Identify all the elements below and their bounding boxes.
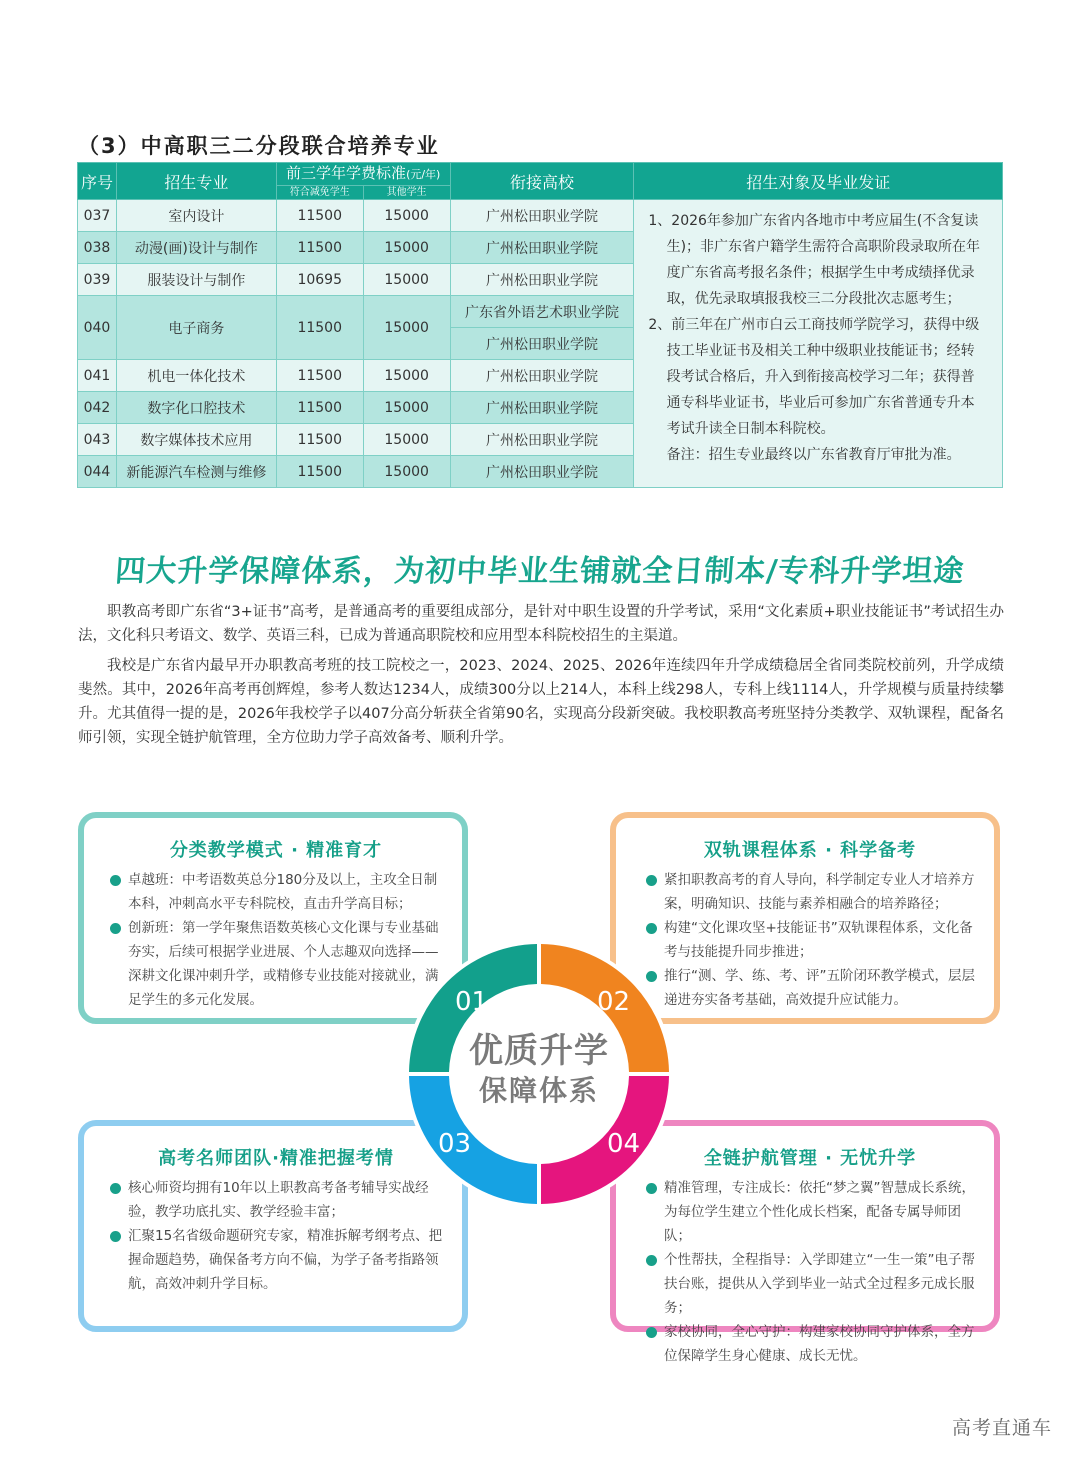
- ring-label-01: 01: [455, 987, 489, 1017]
- cell-college: 广州松田职业学院: [450, 392, 634, 424]
- ring-label-03: 03: [438, 1129, 472, 1159]
- card-item: 紧扣职教高考的育人导向，科学制定专业人才培养方案，明确知识、技能与素养相融合的培养路径；: [644, 868, 976, 916]
- cell-seq: 040: [78, 296, 117, 360]
- header-seq: 序号: [78, 163, 117, 200]
- card-item: 汇聚15名省级命题研究专家，精准拆解考纲考点、把握命题趋势，确保备考方向不偏，为学子备考指路领航，高效冲刺升学目标。: [108, 1224, 444, 1296]
- cell-fee2: 15000: [363, 296, 450, 360]
- cell-college: 广州松田职业学院: [450, 328, 634, 360]
- cell-college: 广州松田职业学院: [450, 200, 634, 232]
- bullet-dot-icon: [646, 875, 657, 886]
- card-item: 构建“文化课攻坚+技能证书”双轨课程体系，文化备考与技能提升同步推进；: [644, 916, 976, 964]
- cell-college: 广州松田职业学院: [450, 264, 634, 296]
- card-title: 分类教学模式 · 精准育才: [169, 840, 383, 861]
- cell-fee1: 11500: [276, 456, 363, 488]
- card-item: 精准管理，专注成长：依托“梦之翼”智慧成长系统，为每位学生建立个性化成长档案，配备专属导师团队；: [644, 1176, 976, 1248]
- bullet-dot-icon: [646, 1327, 657, 1338]
- cell-college: 广州松田职业学院: [450, 456, 634, 488]
- bullet-dot-icon: [110, 1183, 121, 1194]
- cell-major: 新能源汽车检测与维修: [116, 456, 276, 488]
- intro-paragraph-2: 我校是广东省内最早开办职教高考班的技工院校之一，2023、2024、2025、2026年连续四年升学成绩稳居全省同类院校前列，升学成绩斐然。其中，2026年高考再创辉煌，参考人数达1234人，成绩300分以上214人，本科上线298人，专科上线1114人，升学规模与质量持续攀升。尤其值得一提的是，2026年我校学子以407分高分斩获全省第90名，实现高分段新突破。我校职教高考班坚持分类教学、双轨课程，配备名师引领，实现全链护航管理，全方位助力学子高效备考、顺利升学。: [78, 658, 1004, 746]
- cell-fee1: 10695: [276, 264, 363, 296]
- cell-seq: 038: [78, 232, 117, 264]
- card-item: 卓越班：中考语数英总分180分及以上，主攻全日制本科，冲刺高水平专科院校，直击升学高目标；: [108, 868, 444, 916]
- cell-major: 服装设计与制作: [116, 264, 276, 296]
- bullet-dot-icon: [110, 1231, 121, 1242]
- header-target: 招生对象及毕业发证: [634, 163, 1003, 200]
- card-title: 双轨课程体系 · 科学备考: [703, 840, 917, 861]
- cell-fee1: 11500: [276, 200, 363, 232]
- note-1: 1、2026年参加广东省内各地市中考应届生(不含复读生)；非广东省户籍学生需符合高职阶段录取所在年度广东省高考报名条件；根据学生中考成绩择优录取，优先录取填报我校三二分段批次志愿考生；: [648, 213, 981, 307]
- footer-brand: 高考直通车: [951, 1417, 1052, 1439]
- ring-center-line1: 优质升学: [469, 1031, 609, 1071]
- card-item: 创新班：第一学年聚焦语数英核心文化课与专业基础夯实，后续可根据学业进展、个人志趣双向选择——深耕文化课冲刺升学，或精修专业技能对接就业，满足学生的多元化发展。: [108, 916, 444, 1012]
- cell-major: 机电一体化技术: [116, 360, 276, 392]
- header-college: 衔接高校: [450, 163, 634, 200]
- header-fee: 前三学年学费标准(元/年): [276, 163, 450, 186]
- card-item: 个性帮扶，全程指导：入学即建立“一生一策”电子帮扶台账，提供从入学到毕业一站式全过程多元成长服务；: [644, 1248, 976, 1320]
- bullet-dot-icon: [646, 1255, 657, 1266]
- guarantee-title: 四大升学保障体系，为初中毕业生铺就全日制本/专科升学坦途: [114, 554, 966, 589]
- cell-major: 动漫(画)设计与制作: [116, 232, 276, 264]
- cell-fee1: 11500: [276, 424, 363, 456]
- cell-major: 室内设计: [116, 200, 276, 232]
- ring-label-04: 04: [607, 1129, 641, 1159]
- cell-seq: 037: [78, 200, 117, 232]
- card-item: 核心师资均拥有10年以上职教高考备考辅导实战经验，教学功底扎实、教学经验丰富；: [108, 1176, 444, 1224]
- ring-label-02: 02: [597, 987, 631, 1017]
- note-remark: 备注：招生专业最终以广东省教育厅审批为准。: [666, 447, 961, 463]
- cell-fee2: 15000: [363, 264, 450, 296]
- cell-college: 广州松田职业学院: [450, 232, 634, 264]
- bullet-dot-icon: [646, 923, 657, 934]
- cell-fee2: 15000: [363, 424, 450, 456]
- header-fee-other: 其他学生: [363, 186, 450, 200]
- bullet-dot-icon: [110, 875, 121, 886]
- card-item: 推行“测、学、练、考、评”五阶闭环教学模式，层层递进夯实备考基础，高效提升应试能力。: [644, 964, 976, 1012]
- section-title: （3）中高职三二分段联合培养专业: [78, 134, 440, 158]
- intro-paragraph-1: 职教高考即广东省“3+证书”高考，是普通高考的重要组成部分，是针对中职生设置的升学考试，采用“文化素质+职业技能证书”考试招生办法，文化科只考语文、数学、英语三科，已成为普通高职院校和应用型本科院校招生的主渠道。: [78, 604, 1004, 644]
- bullet-dot-icon: [110, 923, 121, 934]
- cell-college: 广东省外语艺术职业学院: [450, 296, 634, 328]
- header-fee-reduced: 符合减免学生: [276, 186, 363, 200]
- cell-seq: 041: [78, 360, 117, 392]
- cell-fee1: 11500: [276, 232, 363, 264]
- cell-fee1: 11500: [276, 392, 363, 424]
- ring-center-text: [405, 1030, 673, 1110]
- note-2: 2、前三年在广州市白云工商技师学院学习，获得中级技工毕业证书及相关工种中级职业技能证书；经转段考试合格后，升入到衔接高校学习二年；获得普通专科毕业证书，毕业后可参加广东省普通专升本考试升读全日制本科院校。: [648, 317, 980, 437]
- table-row: [78, 200, 1003, 232]
- cell-major: 数字化口腔技术: [116, 392, 276, 424]
- card-title: 高考名师团队·精准把握考情: [158, 1148, 394, 1169]
- cell-fee2: 15000: [363, 456, 450, 488]
- cell-fee2: 15000: [363, 232, 450, 264]
- enrollment-notes: [634, 200, 1003, 488]
- majors-table: [77, 162, 1003, 488]
- cell-seq: 042: [78, 392, 117, 424]
- cell-seq: 039: [78, 264, 117, 296]
- cell-fee2: 15000: [363, 392, 450, 424]
- cell-college: 广州松田职业学院: [450, 424, 634, 456]
- cell-seq: 044: [78, 456, 117, 488]
- cell-major: 电子商务: [116, 296, 276, 360]
- card-title: 全链护航管理 · 无忧升学: [703, 1148, 917, 1169]
- cell-fee1: 11500: [276, 296, 363, 360]
- card-item: 家校协同，全心守护：构建家校协同守护体系，全方位保障学生身心健康、成长无忧。: [644, 1320, 976, 1368]
- cell-fee1: 11500: [276, 360, 363, 392]
- header-major: 招生专业: [116, 163, 276, 200]
- cell-fee2: 15000: [363, 200, 450, 232]
- cell-major: 数字媒体技术应用: [116, 424, 276, 456]
- cell-seq: 043: [78, 424, 117, 456]
- cell-fee2: 15000: [363, 360, 450, 392]
- ring-center-line2: 保障体系: [478, 1074, 599, 1107]
- cell-college: 广州松田职业学院: [450, 360, 634, 392]
